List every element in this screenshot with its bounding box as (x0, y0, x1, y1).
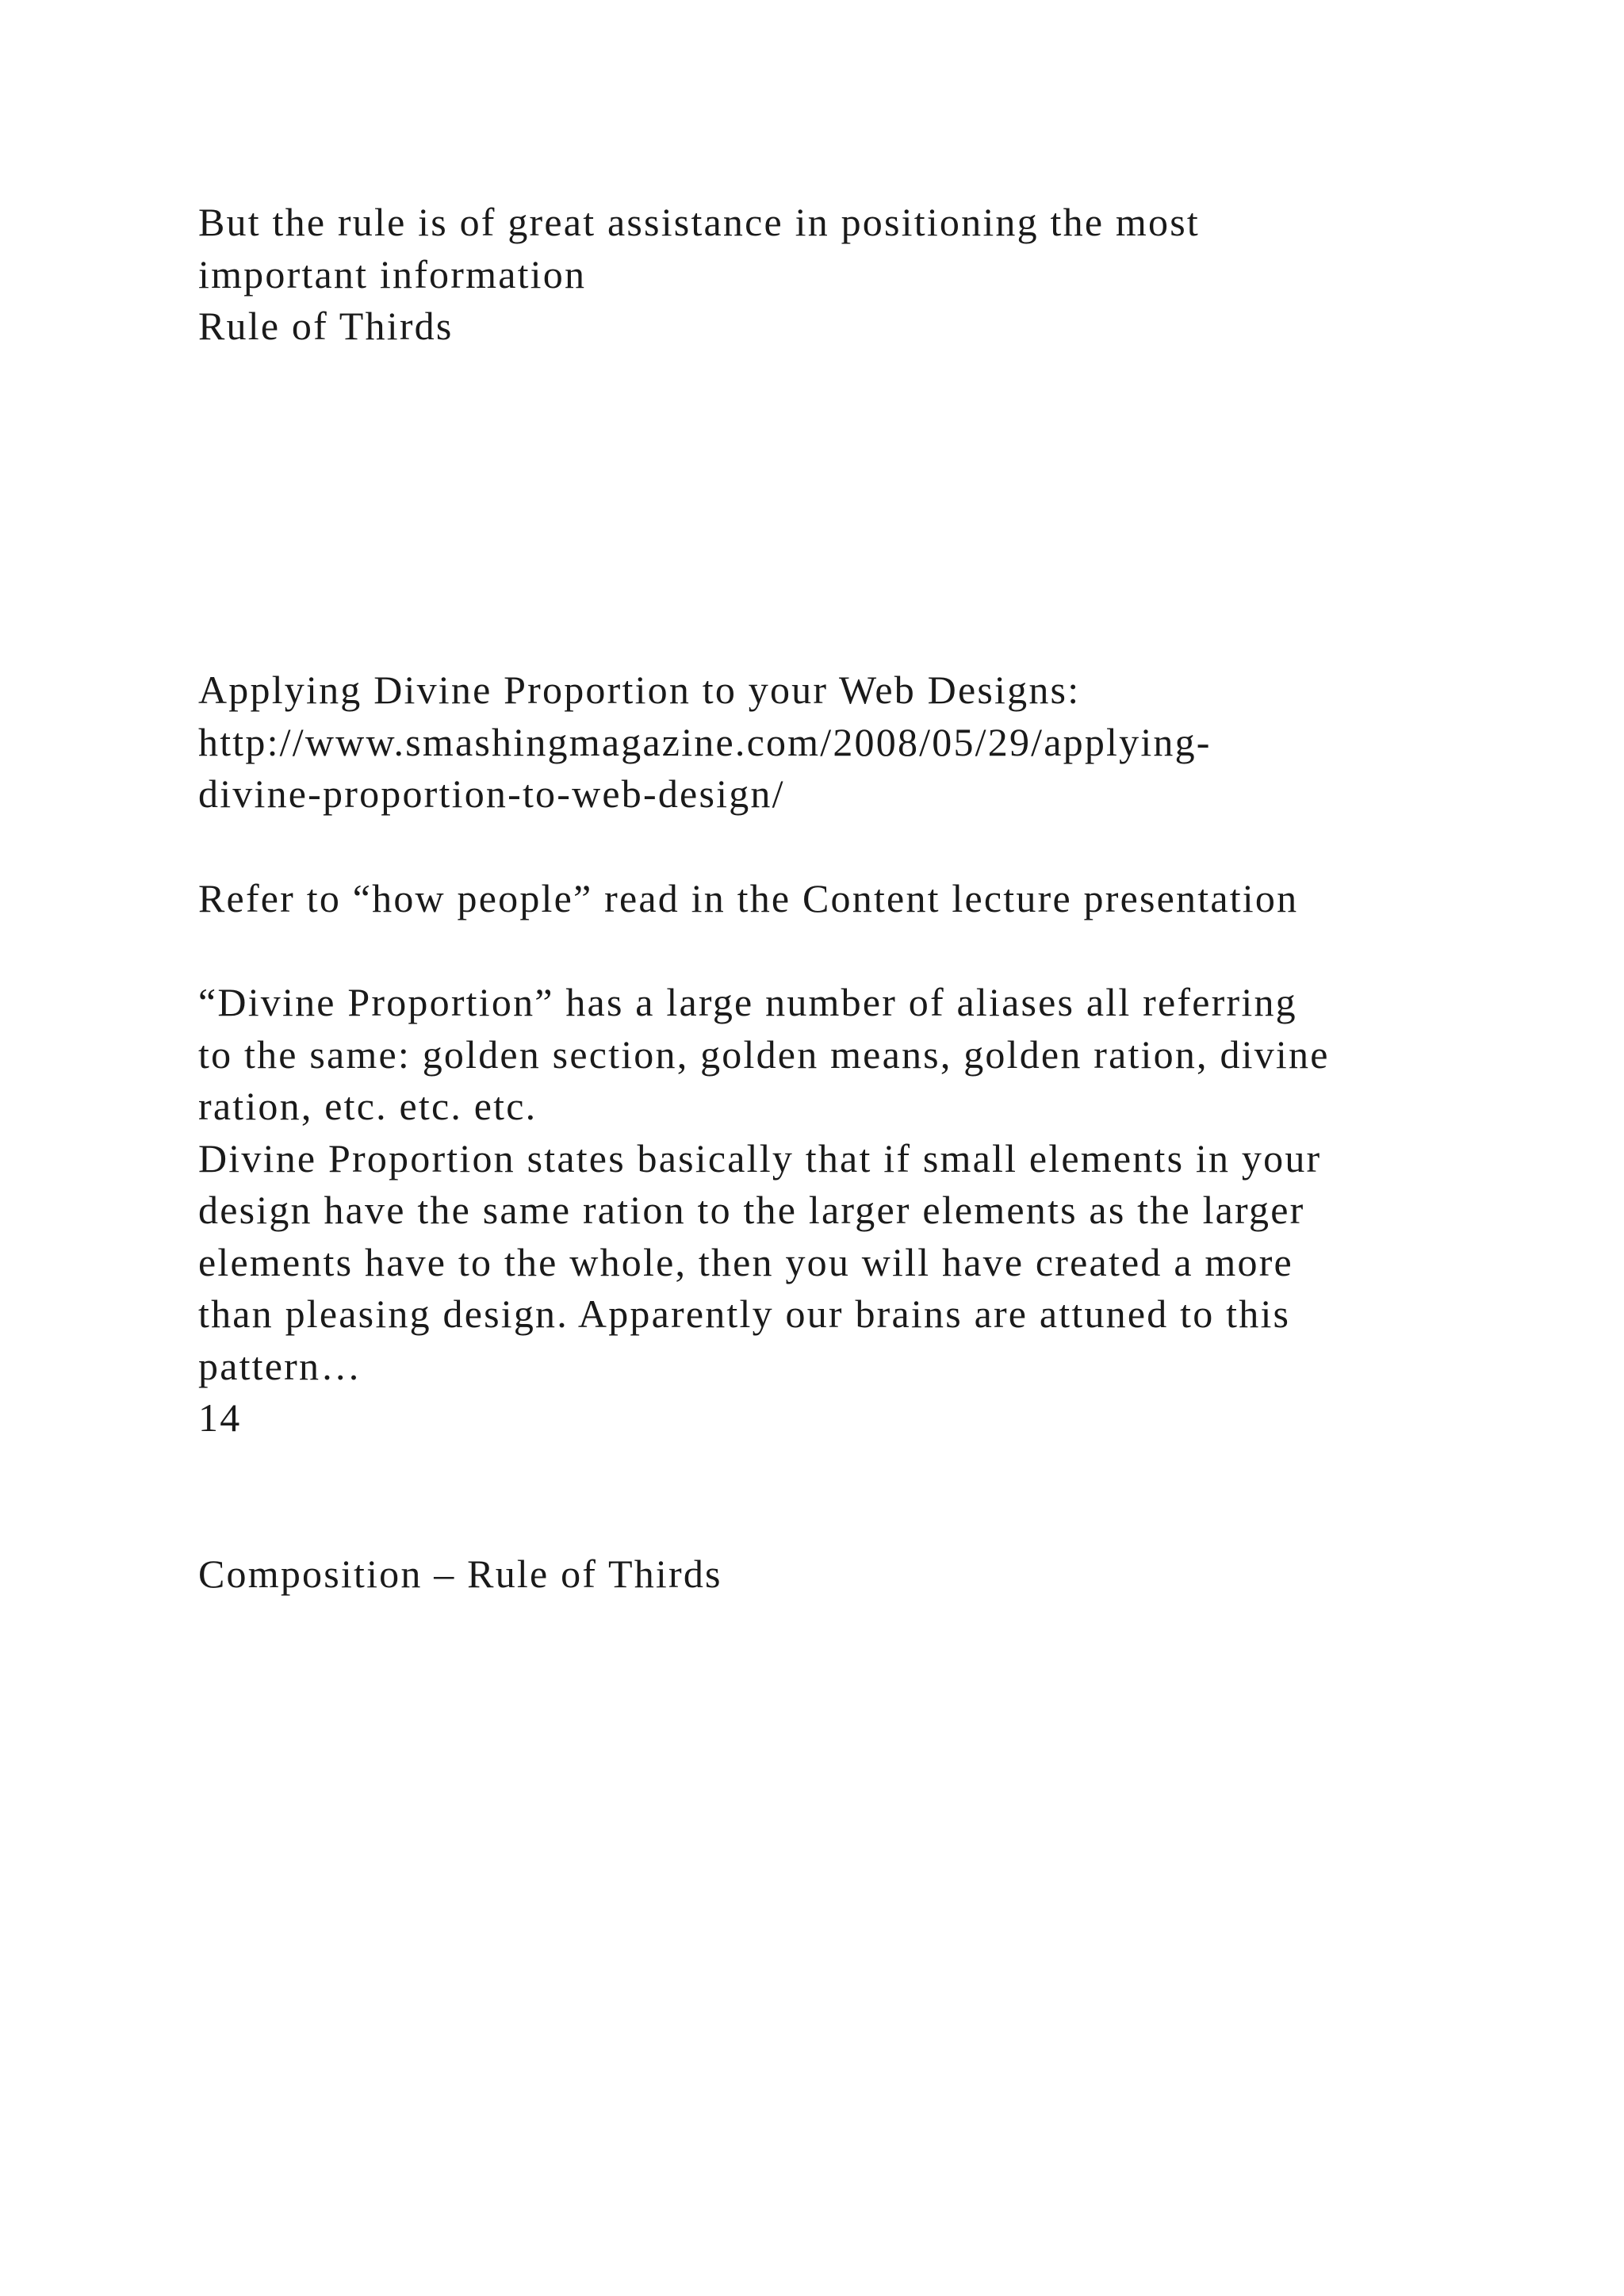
text-line: “Divine Proportion” has a large number of aliases all referring (198, 980, 1297, 1024)
text-line: But the rule is of great assistance in positioning the most (198, 200, 1200, 244)
text-line: Applying Divine Proportion to your Web Designs: (198, 668, 1081, 712)
text-line: Divine Proportion states basically that if small elements in your (198, 1135, 1322, 1181)
heading-text: Composition – Rule of Thirds (198, 1552, 722, 1596)
text-line: ration, etc. etc. etc. (198, 1084, 538, 1128)
text-line: than pleasing design. Apparently our brains are attuned to this (198, 1292, 1291, 1336)
text-line: important information (198, 251, 587, 297)
reference-paragraph (198, 664, 1483, 821)
slide-title (198, 1548, 1483, 1601)
text-line: to the same: golden section, golden means, golden ration, divine (198, 1031, 1330, 1077)
section-label: Rule of Thirds (198, 304, 454, 348)
url-text: divine-proportion-to-web-design/ (198, 771, 785, 816)
refer-paragraph (198, 873, 1483, 925)
divine-proportion-paragraph (198, 977, 1483, 1445)
text-line: Refer to “how people” read in the Content lecture presentation (198, 876, 1299, 920)
text-line: elements have to the whole, then you will have created a more (198, 1239, 1293, 1284)
text-line: pattern… (198, 1343, 362, 1388)
url-text: http://www.smashingmagazine.com/2008/05/29/applying- (198, 719, 1212, 764)
text-line: design have the same ration to the larger elements as the larger (198, 1188, 1305, 1232)
intro-paragraph (198, 197, 1483, 353)
slide-number: 14 (198, 1395, 242, 1440)
